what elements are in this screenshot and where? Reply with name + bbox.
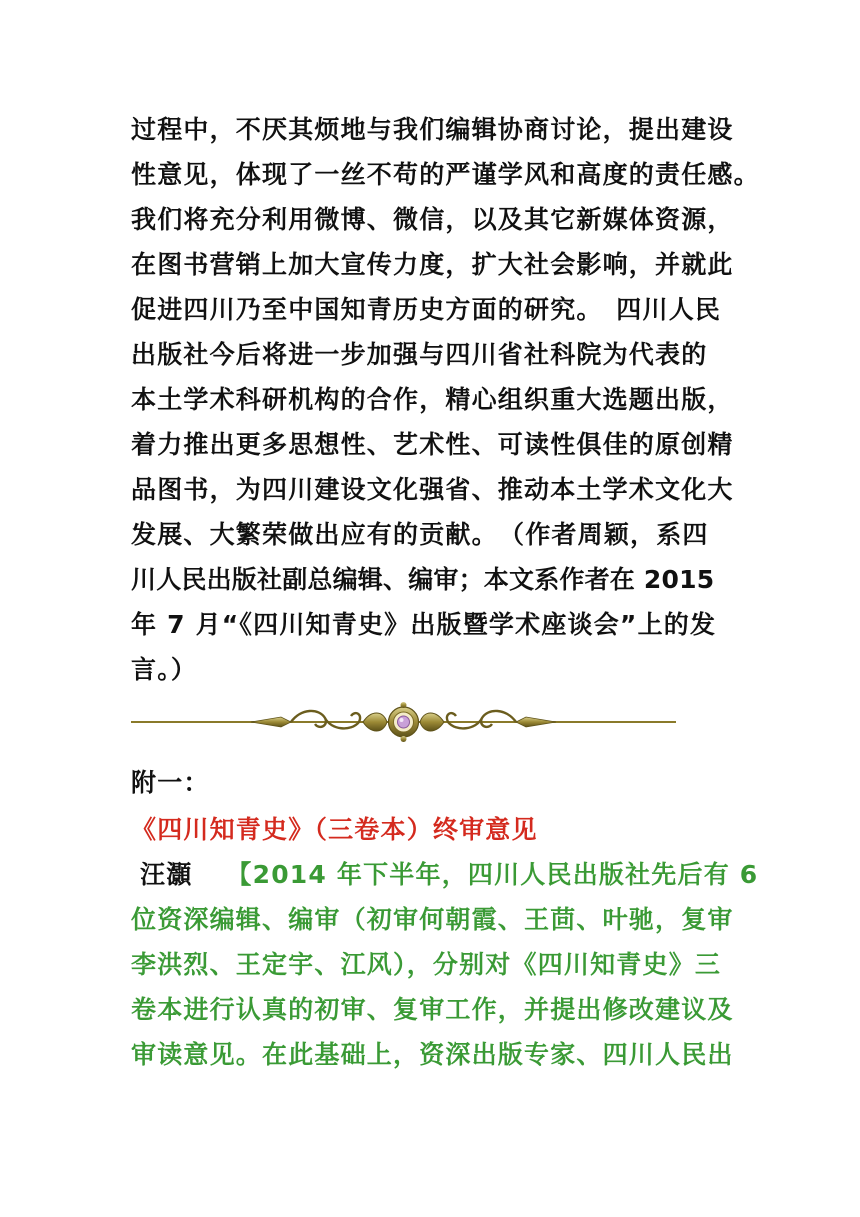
appendix-first-line (140, 857, 758, 893)
appendix-note-line: 位资深编辑、编审（初审何朝霞、王茴、叶驰，复审 (131, 905, 734, 934)
appendix-note-text: 【2014 年下半年，四川人民出版社先后有 6 (226, 860, 759, 889)
appendix-title: 《四川知青史》（三卷本）终审意见 (131, 815, 538, 844)
body-line: 性意见，体现了一丝不苟的严谨学风和高度的责任感。 (131, 160, 760, 189)
appendix-note-line: 卷本进行认真的初审、复审工作，并提出修改建议及 (131, 995, 734, 1024)
appendix-note-line: 李洪烈、王定宇、江风），分别对《四川知青史》三 (131, 950, 722, 979)
ornamental-divider (131, 700, 676, 744)
body-line: 年 7 月“《四川知青史》出版暨学术座谈会”上的发 (131, 610, 717, 639)
body-line: 出版社今后将进一步加强与四川省社科院为代表的 (131, 340, 708, 369)
body-line: 在图书营销上加大宣传力度，扩大社会影响，并就此 (131, 250, 734, 279)
body-line: 我们将充分利用微博、微信，以及其它新媒体资源， (131, 205, 734, 234)
body-line: 发展、大繁荣做出应有的贡献。 （作者周颖，系四 (131, 520, 709, 549)
body-line: 过程中，不厌其烦地与我们编辑协商讨论，提出建设 (131, 115, 734, 144)
author-name: 汪灝 (140, 860, 193, 889)
body-line: 川人民出版社副总编辑、编审；本文系作者在 2015 (131, 565, 715, 594)
body-line: 品图书，为四川建设文化强省、推动本土学术文化大 (131, 475, 734, 504)
body-line: 促进四川乃至中国知青历史方面的研究。 四川人民 (131, 295, 722, 324)
body-line: 言。） (131, 655, 198, 684)
appendix-note-line: 审读意见。在此基础上，资深出版专家、四川人民出 (131, 1040, 734, 1069)
body-line: 着力推出更多思想性、艺术性、可读性俱佳的原创精 (131, 430, 734, 459)
body-line: 本土学术科研机构的合作，精心组织重大选题出版， (131, 385, 734, 414)
appendix-label: 附一： (131, 768, 210, 797)
